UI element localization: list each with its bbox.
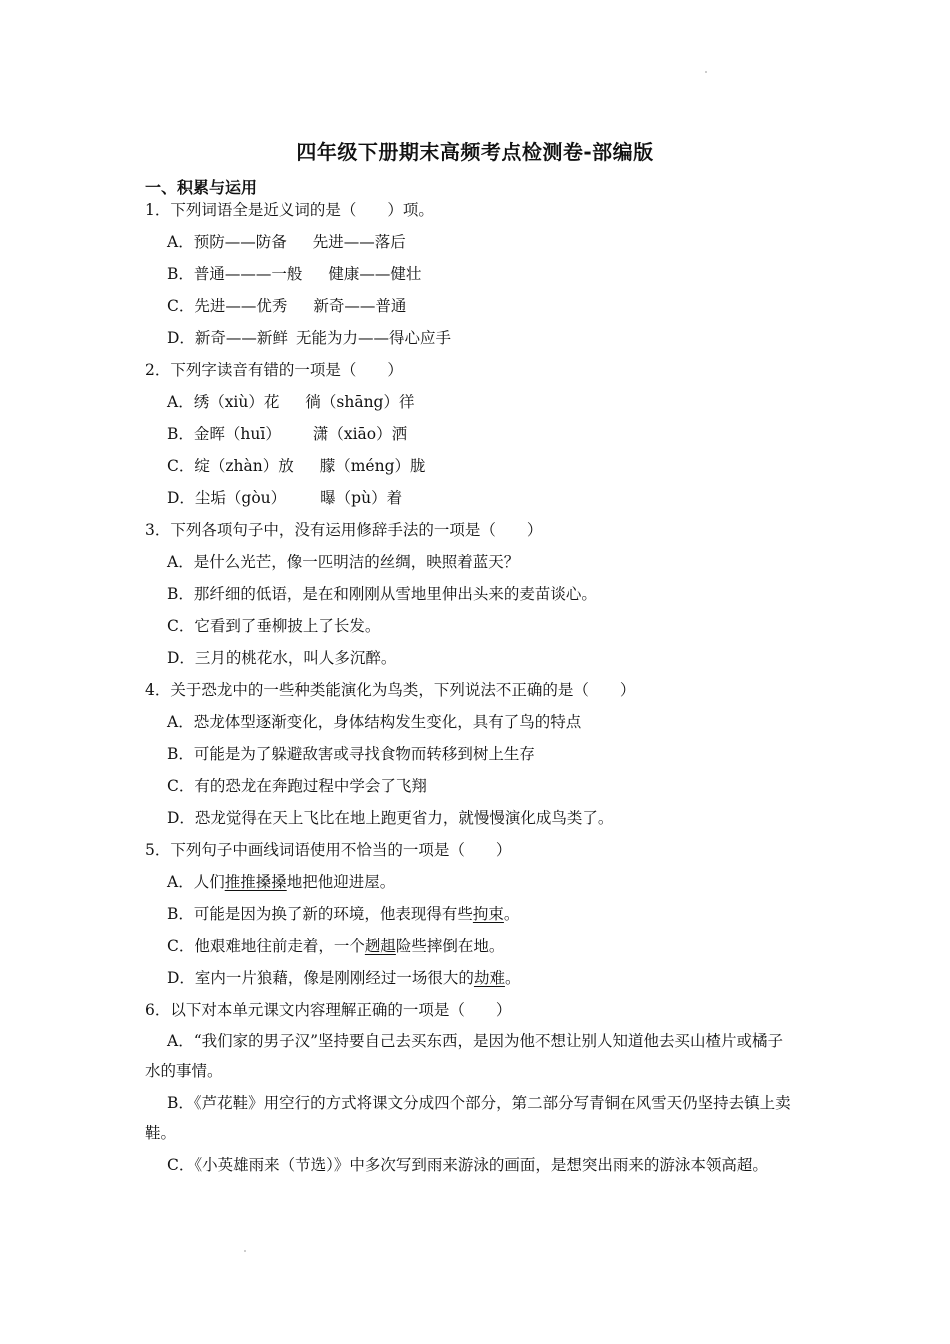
- question-4-option-d: D．恐龙觉得在天上飞比在地上跑更省力，就慢慢演化成鸟类了。: [167, 809, 614, 827]
- question-3-option-c: C．它看到了垂柳披上了长发。: [167, 617, 381, 635]
- question-1-stem: 1．下列词语全是近义词的是（ ）项。: [145, 201, 434, 219]
- question-6-option-c: C．《小英雄雨来（节选）》中多次写到雨来游泳的画面，是想突出雨来的游泳本领高超。: [167, 1156, 768, 1174]
- underlined-word: 推推搡搡: [224, 873, 287, 891]
- question-1-option-b: B．普通———一般 健康——健壮: [167, 265, 422, 283]
- section-heading: 一、积累与运用: [145, 178, 258, 197]
- question-6-option-b: B．《芦花鞋》用空行的方式将课文分成四个部分，第二部分写青铜在风雪天仍坚持去镇上卖鞋。: [145, 1094, 791, 1142]
- question-5-option-c: C．他艰难地往前走着，一个趔趄险些摔倒在地。: [167, 937, 505, 955]
- underlined-word: 劫难: [473, 969, 505, 987]
- question-1-option-c: C．先进——优秀 新奇——普通: [167, 297, 407, 315]
- question-2-option-d: D．尘垢（gòu） 曝（pù）着: [167, 489, 403, 507]
- question-4-option-b: B．可能是为了躲避敌害或寻找食物而转移到树上生存: [167, 745, 535, 763]
- question-1-option-a: A．预防——防备 先进——落后: [167, 233, 406, 251]
- question-5-option-b: B．可能是因为换了新的环境，他表现得有些拘束。: [167, 905, 520, 923]
- question-2-option-b: B．金晖（huī） 潇（xiāo）洒: [167, 425, 408, 443]
- question-6-option-a: A．“我们家的男子汉”坚持要自己去买东西，是因为他不想让别人知道他去买山楂片或橘子水的事情。: [145, 1032, 784, 1080]
- question-5-option-a: A．人们推推搡搡地把他迎进屋。: [167, 873, 396, 891]
- question-4-option-a: A．恐龙体型逐渐变化，身体结构发生变化，具有了鸟的特点: [167, 713, 582, 731]
- question-3-stem: 3．下列各项句子中，没有运用修辞手法的一项是（ ）: [145, 521, 543, 539]
- scan-mark: [705, 71, 707, 73]
- underlined-word: 拘束: [472, 905, 504, 923]
- question-5-stem: 5．下列句子中画线词语使用不恰当的一项是（ ）: [145, 841, 512, 859]
- underlined-word: 趔趄: [364, 937, 396, 955]
- question-3-option-d: D．三月的桃花水，叫人多沉醉。: [167, 649, 397, 667]
- question-2-option-c: C．绽（zhàn）放 朦（méng）胧: [167, 457, 426, 475]
- question-2-option-a: A．绣（xiù）花 徜（shāng）徉: [167, 393, 415, 411]
- question-list: [145, 194, 795, 1182]
- question-3-option-a: A．是什么光芒，像一匹明洁的丝绸，映照着蓝天？: [167, 553, 520, 571]
- question-5-option-d: D．室内一片狼藉，像是刚刚经过一场很大的劫难。: [167, 969, 521, 987]
- question-3-option-b: B．那纤细的低语，是在和刚刚从雪地里伸出头来的麦苗谈心。: [167, 585, 597, 603]
- question-4-stem: 4．关于恐龙中的一些种类能演化为鸟类，下列说法不正确的是（ ）: [145, 681, 636, 699]
- page-title: 四年级下册期末高频考点检测卷-部编版: [296, 140, 654, 164]
- scan-mark: [244, 1250, 246, 1252]
- question-2-stem: 2．下列字读音有错的一项是（ ）: [145, 361, 403, 379]
- question-1-option-d: D．新奇——新鲜 无能为力——得心应手: [167, 329, 451, 347]
- question-6-stem: 6．以下对本单元课文内容理解正确的一项是（ ）: [145, 1001, 512, 1019]
- question-4-option-c: C．有的恐龙在奔跑过程中学会了飞翔: [167, 777, 427, 795]
